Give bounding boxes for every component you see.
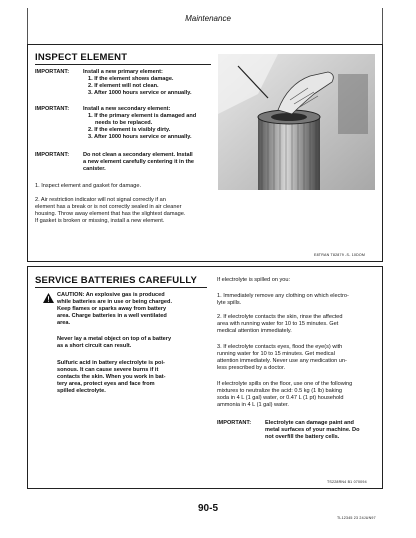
caution-line: area. Charge batteries in a well ventilated	[57, 313, 167, 320]
floor-spill-neutralize	[217, 381, 377, 409]
important-label: IMPORTANT:	[35, 69, 70, 75]
first-aid-line: lyte spills.	[217, 300, 242, 307]
inspect-step-2-line: element has a break or is not correctly sealed in air cleaner	[35, 204, 182, 211]
inspect-element-title: INSPECT ELEMENT	[35, 52, 128, 63]
important-electrolyte-line: not overfill the battery cells.	[265, 434, 340, 441]
first-aid-step-2	[217, 314, 377, 335]
air-filter-photo	[218, 54, 375, 190]
warning-triangle-icon	[43, 293, 54, 303]
caution-line: Keep flames or sparks away from battery	[57, 306, 167, 313]
page-header-title: Maintenance	[185, 14, 231, 23]
first-aid-line: attention immediately. Never use any medication un-	[217, 358, 347, 365]
inspect-step-2	[35, 197, 225, 225]
inspect-step-2-line: housing. Throw away element that has the slightest damage.	[35, 211, 186, 218]
neutralize-line: mixtures to neutralize the acid: 0.5 kg (1 lb) baking	[217, 388, 342, 395]
important-primary-lead: Install a new primary element:	[83, 69, 163, 75]
first-aid-line: less prescribed by a doctor.	[217, 365, 286, 372]
electrolyte-spill-intro: If electrolyte is spilled on you:	[217, 277, 291, 283]
first-aid-line: 2. If electrolyte contacts the skin, rinse the affected	[217, 314, 343, 320]
inspect-title-rule	[35, 64, 211, 65]
important-secondary-item: needs to be replaced.	[95, 120, 153, 127]
first-aid-step-1	[217, 293, 377, 307]
important-clean-line: canister.	[83, 166, 106, 173]
first-aid-line: area with running water for 10 to 15 minutes. Get	[217, 321, 339, 328]
footer-code: TL12345 23 24JUN97	[337, 516, 376, 520]
inspect-step-2-line: If gasket is broken or missing, install a new element.	[35, 218, 165, 225]
inspect-image-code: E8TRAN T82879 -S- 10DOM	[314, 253, 366, 257]
caution-line: while batteries are in use or being charged.	[57, 299, 173, 306]
important-primary-item: 3. After 1000 hours service or annually.	[88, 90, 192, 97]
important-secondary-item: 3. After 1000 hours service or annually.	[88, 134, 192, 141]
service-batteries-title: SERVICE BATTERIES CAREFULLY	[35, 275, 197, 286]
acid-warning-line: contacts the skin. When you work in bat-	[57, 374, 166, 381]
acid-warning-line: sonous. It can cause severe burns if it	[57, 367, 159, 374]
important-electrolyte-line: Electrolyte can damage paint and	[265, 420, 354, 426]
important-secondary-item: 1. If the primary element is damaged and	[88, 113, 197, 120]
neutralize-line: soda in 4 L (1 gal) water, or 0.47 L (1 pt) household	[217, 395, 344, 402]
inspect-step-2-line: 2. Air restriction indicator will not signal correctly if an	[35, 197, 166, 203]
first-aid-line: running water for 10 to 15 minutes. Get medical	[217, 351, 335, 358]
important-label: IMPORTANT:	[35, 106, 70, 112]
caution-block	[57, 292, 207, 327]
neutralize-line: If electrolyte spills on the floor, use one of the following	[217, 381, 353, 387]
important-primary-item: 1. If the element shows damage.	[88, 76, 174, 83]
air-filter-illustration	[218, 54, 375, 190]
metal-object-warning	[57, 336, 207, 350]
batteries-code: TS228RN4 B1 070094	[327, 480, 367, 484]
important-primary-item: 2. If element will not clean.	[88, 83, 159, 90]
metal-warning-line: as a short circuit can result.	[57, 343, 132, 350]
important-label: IMPORTANT:	[217, 420, 252, 426]
important-label: IMPORTANT:	[35, 152, 70, 158]
first-aid-line: 3. If electrolyte contacts eyes, flood the eye(s) with	[217, 344, 343, 350]
neutralize-line: ammonia in 4 L (1 gal) water.	[217, 402, 289, 409]
first-aid-line: medical attention immediately.	[217, 328, 292, 335]
first-aid-line: 1. Immediately remove any clothing on which electro-	[217, 293, 349, 299]
caution-line: area.	[57, 320, 71, 327]
important-secondary-item: 2. If the element is visibly dirty.	[88, 127, 171, 134]
acid-warning-line: tery area, protect eyes and face from	[57, 381, 155, 388]
first-aid-step-3	[217, 344, 377, 372]
important-clean-line: Do not clean a secondary element. Install	[83, 152, 193, 158]
page-number: 90-5	[197, 503, 218, 514]
sulfuric-acid-warning	[57, 360, 207, 395]
important-clean-line: a new element carefully centering it in the	[83, 159, 194, 166]
caution-line: CAUTION: An explosive gas is produced	[57, 292, 165, 298]
important-electrolyte-line: metal surfaces of your machine. Do	[265, 427, 360, 434]
acid-warning-line: spilled electrolyte.	[57, 388, 106, 395]
acid-warning-line: Sulfuric acid in battery electrolyte is poi-	[57, 360, 165, 366]
important-secondary-lead: Install a new secondary element:	[83, 106, 171, 112]
inspect-step-1: 1. Inspect element and gasket for damage.	[35, 183, 142, 189]
batteries-title-rule	[35, 287, 207, 288]
metal-warning-line: Never lay a metal object on top of a battery	[57, 336, 172, 342]
